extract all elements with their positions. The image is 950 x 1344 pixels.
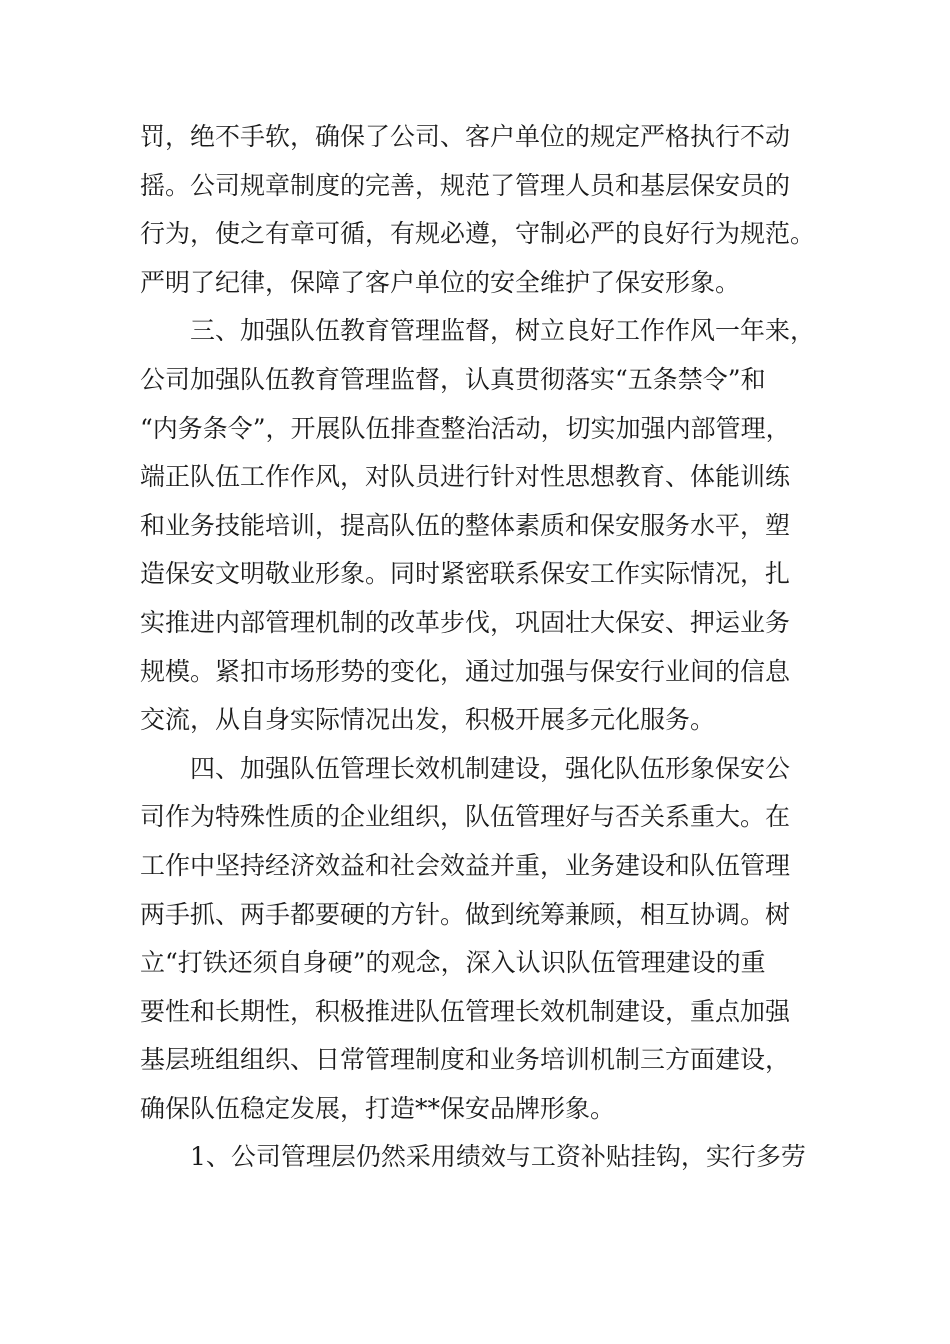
text-line: 公司加强队伍教育管理监督，认真贯彻落实“五条禁令”和 (140, 364, 766, 394)
list-item-line: 1、公司管理层仍然采用绩效与工资补贴挂钩，实行多劳 (190, 1142, 806, 1172)
section-heading-line: 三、加强队伍教育管理监督，树立良好工作作风一年来， (190, 316, 816, 346)
text-line: 工作中坚持经济效益和社会效益并重，业务建设和队伍管理 (140, 850, 791, 880)
text-line: 交流，从自身实际情况出发，积极开展多元化服务。 (140, 705, 716, 735)
text-line: 罚，绝不手软，确保了公司、客户单位的规定严格执行不动 (140, 122, 791, 151)
text-line: 摇。公司规章制度的完善，规范了管理人员和基层保安员的 (140, 170, 791, 200)
text-line: 和业务技能培训，提高队伍的整体素质和保安服务水平，塑 (140, 510, 791, 540)
text-line: “内务条令”，开展队伍排查整治活动，切实加强内部管理， (140, 413, 791, 443)
text-line: 实推进内部管理机制的改革步伐，巩固壮大保安、押运业务 (140, 607, 791, 637)
text-line: 行为，使之有章可循，有规必遵，守制必严的良好行为规范。 (140, 219, 816, 249)
text-line: 基层班组组织、日常管理制度和业务培训机制三方面建设， (140, 1045, 791, 1075)
text-line: 要性和长期性，积极推进队伍管理长效机制建设，重点加强 (140, 996, 791, 1026)
text-line: 立“打铁还须自身硬”的观念，深入认识队伍管理建设的重 (140, 948, 766, 978)
body-text (140, 113, 820, 1182)
text-line: 造保安文明敬业形象。同时紧密联系保安工作实际情况，扎 (140, 559, 791, 589)
section-heading-line: 四、加强队伍管理长效机制建设，强化队伍形象保安公 (190, 753, 791, 783)
text-line: 规模。紧扣市场形势的变化，通过加强与保安行业间的信息 (140, 656, 791, 686)
text-line: 确保队伍稳定发展，打造**保安品牌形象。 (140, 1093, 616, 1123)
text-line: 两手抓、两手都要硬的方针。做到统筹兼顾，相互协调。树 (140, 899, 791, 929)
text-line: 端正队伍工作作风，对队员进行针对性思想教育、体能训练 (140, 462, 791, 492)
text-line: 严明了纪律，保障了客户单位的安全维护了保安形象。 (140, 267, 741, 297)
text-line: 司作为特殊性质的企业组织，队伍管理好与否关系重大。在 (140, 802, 791, 832)
